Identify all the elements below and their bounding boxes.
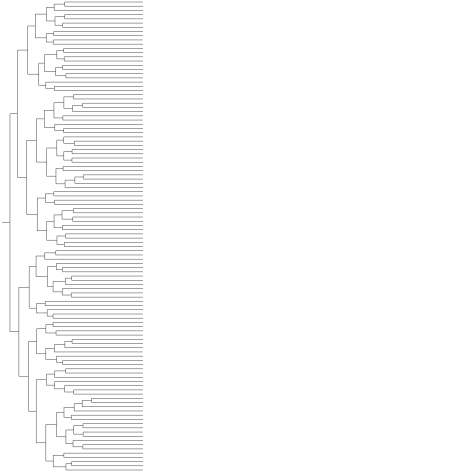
table-row: [0, 468, 474, 472]
